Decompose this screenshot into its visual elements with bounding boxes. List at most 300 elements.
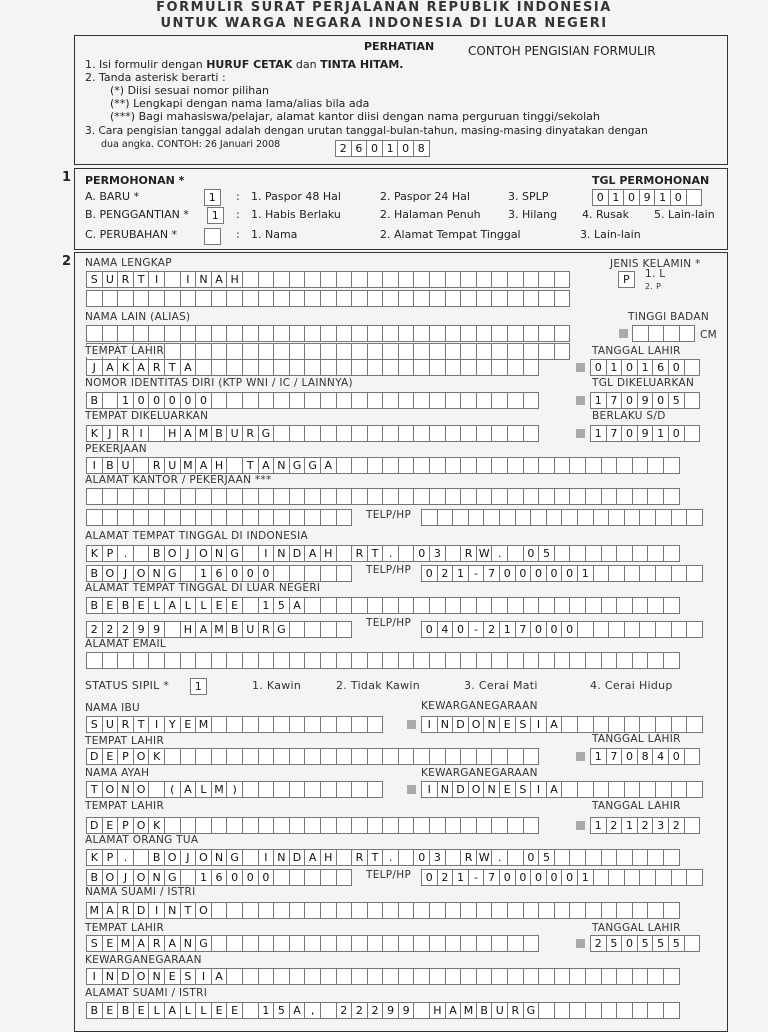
kantor-boxes-cell[interactable] [663,488,680,505]
ortu-boxes-2-cell[interactable]: 1 [195,869,212,886]
tgl-permohonan-boxes-cell[interactable] [686,189,703,206]
alias-boxes-cell[interactable] [102,325,119,342]
ibu-warga-boxes-cell[interactable] [561,716,578,733]
tempat-keluar-boxes-cell[interactable] [413,425,430,442]
alamat-ln-boxes-2-cell[interactable]: 9 [148,621,165,638]
alamat-suami-boxes-cell[interactable] [663,1002,680,1019]
nama-lengkap-boxes[interactable] [86,271,569,288]
kantor-boxes-cell[interactable] [304,488,321,505]
suami-boxes-cell[interactable]: O [195,902,212,919]
alamat-suami-boxes-cell[interactable] [616,1002,633,1019]
tgl-keluar-boxes-cell[interactable]: 7 [606,392,623,409]
ortu-boxes-cell[interactable]: 5 [538,849,555,866]
ortu-boxes-cell[interactable]: B [148,849,165,866]
alamat-suami-boxes-cell[interactable]: R [507,1002,524,1019]
ibu-tempat-boxes-cell[interactable] [507,748,524,765]
alamat-ln-telp-boxes-cell[interactable]: 0 [530,621,547,638]
ayah-warga-boxes-cell[interactable] [671,781,688,798]
alamat-suami-boxes-cell[interactable]: A [289,1002,306,1019]
ibu-tempat-boxes-cell[interactable] [460,748,477,765]
alamat-ln-boxes-cell[interactable]: E [102,597,119,614]
nama-lengkap-boxes-cell[interactable] [304,271,321,288]
nid-boxes-cell[interactable] [445,392,462,409]
tgl-lahir-boxes-cell[interactable]: 1 [606,359,623,376]
alamat-id-boxes-2-cell[interactable]: G [164,565,181,582]
ortu-telp-boxes-cell[interactable]: - [468,869,485,886]
ibu-boxes-cell[interactable]: T [133,716,150,733]
kantor-boxes-cell[interactable] [320,488,337,505]
alamat-suami-boxes-cell[interactable]: B [86,1002,103,1019]
alamat-id-boxes-cell[interactable] [616,545,633,562]
suami-boxes-cell[interactable] [382,902,399,919]
tempat-keluar-boxes-cell[interactable] [304,425,321,442]
alamat-ln-telp-boxes-cell[interactable] [639,621,656,638]
ortu-boxes-cell[interactable] [601,849,618,866]
tgl-lahir-boxes-cell[interactable]: 1 [637,359,654,376]
ayah-boxes-cell[interactable]: O [133,781,150,798]
ortu-boxes-2-cell[interactable] [289,869,306,886]
suami-tempat-boxes-cell[interactable] [367,935,384,952]
alamat-id-boxes-cell[interactable]: N [273,545,290,562]
tgl-permohonan-boxes[interactable] [592,189,701,206]
suami-tempat-boxes-cell[interactable] [351,935,368,952]
suami-warga-boxes-cell[interactable] [647,968,664,985]
kantor-boxes-2-cell[interactable] [133,509,150,526]
alamat-ln-boxes-2-cell[interactable] [304,621,321,638]
nama-lengkap-boxes-cell[interactable]: N [195,271,212,288]
ibu-boxes-cell[interactable] [351,716,368,733]
tempat-lahir-boxes-cell[interactable] [258,359,275,376]
ortu-boxes-cell[interactable]: . [117,849,134,866]
tgl-lahir-boxes-cell[interactable]: 0 [668,359,685,376]
kantor-boxes-cell[interactable] [460,488,477,505]
ortu-boxes-2-cell[interactable] [180,869,197,886]
ortu-boxes-2-cell[interactable]: N [148,869,165,886]
nama-lengkap-boxes-cell[interactable] [554,271,571,288]
nama-lengkap-boxes-cell[interactable] [445,271,462,288]
nama-lengkap-boxes-2-cell[interactable] [226,290,243,307]
alias-boxes-2-cell[interactable] [398,343,415,360]
alamat-ln-boxes-cell[interactable] [413,597,430,614]
nama-lengkap-boxes-2-cell[interactable] [491,290,508,307]
tempat-keluar-boxes-cell[interactable]: I [133,425,150,442]
status-box[interactable] [190,678,206,695]
ortu-boxes-cell[interactable]: 0 [523,849,540,866]
alamat-ln-telp-boxes-cell[interactable] [624,621,641,638]
suami-boxes-cell[interactable] [398,902,415,919]
ayah-warga-boxes-cell[interactable]: N [483,781,500,798]
ayah-warga-boxes-cell[interactable] [624,781,641,798]
nid-boxes-cell[interactable] [413,392,430,409]
alamat-suami-boxes-cell[interactable]: G [523,1002,540,1019]
kantor-telp-boxes-cell[interactable] [530,509,547,526]
alias-boxes-2-cell[interactable] [164,343,181,360]
suami-warga-boxes-cell[interactable] [336,968,353,985]
suami-boxes-cell[interactable]: I [148,902,165,919]
alamat-suami-boxes-cell[interactable] [569,1002,586,1019]
berlaku-boxes-cell[interactable]: 9 [637,425,654,442]
pekerjaan-boxes-cell[interactable] [569,457,586,474]
alamat-ln-boxes-cell[interactable] [616,597,633,614]
suami-boxes-cell[interactable] [569,902,586,919]
tempat-keluar-boxes-cell[interactable]: R [242,425,259,442]
alias-boxes-cell[interactable] [86,325,103,342]
ayah-tempat-boxes-cell[interactable]: K [148,817,165,834]
ayah-warga-boxes-cell[interactable] [561,781,578,798]
tempat-lahir-boxes-cell[interactable] [336,359,353,376]
ibu-warga-boxes[interactable] [421,716,702,733]
nama-lengkap-boxes-2-cell[interactable] [367,290,384,307]
suami-tempat-boxes-cell[interactable] [226,935,243,952]
email-boxes-cell[interactable] [429,652,446,669]
ortu-boxes-cell[interactable]: . [382,849,399,866]
tempat-lahir-boxes-cell[interactable]: K [117,359,134,376]
alamat-ln-boxes-cell[interactable] [445,597,462,614]
ayah-boxes-cell[interactable] [148,781,165,798]
kantor-telp-boxes-cell[interactable] [483,509,500,526]
email-boxes-cell[interactable] [413,652,430,669]
nama-lengkap-boxes-cell[interactable] [367,271,384,288]
alamat-ln-boxes-2[interactable] [86,621,351,638]
suami-warga-boxes[interactable] [86,968,679,985]
ibu-tempat-boxes-cell[interactable] [491,748,508,765]
suami-tempat-boxes-cell[interactable] [398,935,415,952]
alamat-id-telp-boxes-cell[interactable]: 7 [483,565,500,582]
nama-lengkap-boxes-2-cell[interactable] [382,290,399,307]
kantor-boxes-cell[interactable] [429,488,446,505]
alias-boxes-2-cell[interactable] [507,343,524,360]
kantor-boxes-cell[interactable] [351,488,368,505]
kantor-boxes-cell[interactable] [616,488,633,505]
ortu-boxes-cell[interactable] [569,849,586,866]
pekerjaan-boxes-cell[interactable] [507,457,524,474]
alamat-suami-boxes-cell[interactable]: B [117,1002,134,1019]
alamat-ln-telp-boxes[interactable] [421,621,702,638]
ibu-warga-boxes-cell[interactable]: N [483,716,500,733]
alamat-id-boxes-cell[interactable]: . [382,545,399,562]
ayah-warga-boxes-cell[interactable]: E [499,781,516,798]
ayah-boxes-cell[interactable] [242,781,259,798]
suami-warga-boxes-cell[interactable] [585,968,602,985]
suami-warga-boxes-cell[interactable] [226,968,243,985]
pekerjaan-boxes-cell[interactable] [336,457,353,474]
alamat-ln-boxes-2-cell[interactable] [336,621,353,638]
alamat-id-telp-boxes-cell[interactable]: 2 [437,565,454,582]
kantor-boxes-2-cell[interactable] [273,509,290,526]
alias-boxes-cell[interactable] [304,325,321,342]
suami-tempat-boxes-cell[interactable]: E [102,935,119,952]
kantor-boxes-cell[interactable] [102,488,119,505]
alamat-suami-boxes-cell[interactable]: 9 [382,1002,399,1019]
nid-boxes-cell[interactable] [476,392,493,409]
kantor-boxes-cell[interactable] [538,488,555,505]
ayah-warga-boxes-cell[interactable] [577,781,594,798]
suami-warga-boxes-cell[interactable] [273,968,290,985]
ayah-boxes-cell[interactable]: L [195,781,212,798]
nid-boxes-cell[interactable]: 0 [164,392,181,409]
ayah-warga-boxes[interactable] [421,781,702,798]
suami-tgl-boxes-cell[interactable]: 5 [606,935,623,952]
email-boxes-cell[interactable] [180,652,197,669]
kantor-boxes-cell[interactable] [491,488,508,505]
suami-tempat-boxes-cell[interactable] [523,935,540,952]
alamat-id-boxes[interactable] [86,545,679,562]
pekerjaan-boxes-cell[interactable] [585,457,602,474]
alamat-id-boxes-cell[interactable] [554,545,571,562]
alamat-ln-boxes-2-cell[interactable]: G [273,621,290,638]
alias-boxes-2-cell[interactable] [523,343,540,360]
tempat-lahir-boxes-cell[interactable] [413,359,430,376]
kantor-telp-boxes-cell[interactable] [671,509,688,526]
pekerjaan-boxes-cell[interactable] [226,457,243,474]
ortu-boxes-cell[interactable]: 0 [413,849,430,866]
nid-boxes-cell[interactable] [336,392,353,409]
alamat-ln-boxes-2-cell[interactable]: A [195,621,212,638]
alamat-id-telp-boxes-cell[interactable]: 0 [530,565,547,582]
tgl-lahir-boxes-cell[interactable]: 6 [652,359,669,376]
pekerjaan-boxes-cell[interactable] [491,457,508,474]
ayah-boxes-cell[interactable] [289,781,306,798]
ibu-tempat-boxes-cell[interactable] [180,748,197,765]
ortu-boxes-cell[interactable] [398,849,415,866]
ibu-tgl-boxes-cell[interactable]: 8 [637,748,654,765]
kantor-telp-boxes-cell[interactable] [561,509,578,526]
suami-warga-boxes-cell[interactable]: E [164,968,181,985]
alamat-suami-boxes-cell[interactable]: M [460,1002,477,1019]
ayah-warga-boxes-cell[interactable]: S [515,781,532,798]
pekerjaan-boxes-cell[interactable] [616,457,633,474]
kantor-boxes-2-cell[interactable] [258,509,275,526]
alamat-suami-boxes-cell[interactable]: A [164,1002,181,1019]
alamat-id-telp-boxes-cell[interactable]: 1 [452,565,469,582]
tgl-lahir-boxes-cell[interactable]: 0 [621,359,638,376]
kantor-boxes-cell[interactable] [601,488,618,505]
email-boxes-cell[interactable] [289,652,306,669]
ayah-tempat-boxes-cell[interactable] [382,817,399,834]
tempat-lahir-boxes-cell[interactable]: J [86,359,103,376]
kantor-boxes-2-cell[interactable] [211,509,228,526]
alamat-id-boxes-2-cell[interactable]: O [133,565,150,582]
nama-lengkap-boxes-2-cell[interactable] [413,290,430,307]
ibu-boxes-cell[interactable] [367,716,384,733]
alamat-ln-boxes-cell[interactable] [491,597,508,614]
alamat-ln-boxes-2-cell[interactable]: U [242,621,259,638]
ortu-boxes-2-cell[interactable] [273,869,290,886]
ibu-boxes-cell[interactable] [336,716,353,733]
alamat-id-telp-boxes-cell[interactable]: 0 [515,565,532,582]
baru-box-cell[interactable]: 1 [204,189,221,206]
alamat-suami-boxes-cell[interactable]: L [180,1002,197,1019]
nid-boxes-cell[interactable]: 1 [117,392,134,409]
ortu-boxes-2[interactable] [86,869,351,886]
ayah-tempat-boxes-cell[interactable] [273,817,290,834]
alamat-ln-boxes-2-cell[interactable]: 2 [102,621,119,638]
kantor-boxes-cell[interactable] [273,488,290,505]
pekerjaan-boxes-cell[interactable] [523,457,540,474]
kantor-telp-boxes-cell[interactable] [437,509,454,526]
ibu-warga-boxes-cell[interactable] [624,716,641,733]
ortu-boxes-cell[interactable] [554,849,571,866]
ibu-tempat-boxes-cell[interactable] [367,748,384,765]
email-boxes-cell[interactable] [258,652,275,669]
suami-tempat-boxes-cell[interactable] [413,935,430,952]
ortu-telp-boxes[interactable] [421,869,702,886]
ayah-tempat-boxes-cell[interactable] [460,817,477,834]
ibu-warga-boxes-cell[interactable]: D [452,716,469,733]
alamat-id-boxes-cell[interactable]: O [164,545,181,562]
alamat-ln-boxes-2-cell[interactable]: 2 [86,621,103,638]
tempat-keluar-boxes-cell[interactable]: B [211,425,228,442]
nama-lengkap-boxes-2-cell[interactable] [351,290,368,307]
ortu-boxes-2-cell[interactable]: 0 [242,869,259,886]
alamat-suami-boxes-cell[interactable]: H [429,1002,446,1019]
alias-boxes-2-cell[interactable] [413,343,430,360]
suami-warga-boxes-cell[interactable]: I [86,968,103,985]
ortu-boxes-cell[interactable] [616,849,633,866]
ortu-boxes-2-cell[interactable] [304,869,321,886]
ayah-tempat-boxes-cell[interactable]: O [133,817,150,834]
alamat-ln-boxes-cell[interactable] [507,597,524,614]
ortu-boxes-cell[interactable]: G [226,849,243,866]
alamat-ln-boxes-cell[interactable] [476,597,493,614]
suami-boxes-cell[interactable] [429,902,446,919]
suami-warga-boxes-cell[interactable] [258,968,275,985]
ibu-warga-boxes-cell[interactable] [639,716,656,733]
suami-warga-boxes-cell[interactable] [632,968,649,985]
alamat-id-boxes-2-cell[interactable]: 0 [226,565,243,582]
ayah-tempat-boxes[interactable] [86,817,538,834]
suami-boxes-cell[interactable] [616,902,633,919]
alamat-suami-boxes-cell[interactable]: 1 [258,1002,275,1019]
tempat-lahir-boxes-cell[interactable]: A [102,359,119,376]
ortu-boxes-cell[interactable] [507,849,524,866]
tinggi-boxes-cell[interactable] [679,325,696,342]
alamat-ln-boxes-cell[interactable]: A [164,597,181,614]
tempat-lahir-boxes-cell[interactable] [460,359,477,376]
alias-boxes-cell[interactable] [211,325,228,342]
pekerjaan-boxes-cell[interactable]: H [211,457,228,474]
alias-boxes-2-cell[interactable] [382,343,399,360]
berlaku-boxes-cell[interactable]: 7 [606,425,623,442]
pekerjaan-boxes-cell[interactable] [351,457,368,474]
ortu-telp-boxes-cell[interactable]: 1 [577,869,594,886]
ibu-tempat-boxes-cell[interactable]: P [117,748,134,765]
ortu-boxes-cell[interactable] [133,849,150,866]
ortu-telp-boxes-cell[interactable]: 0 [546,869,563,886]
alamat-ln-telp-boxes-cell[interactable] [593,621,610,638]
email-boxes-cell[interactable] [398,652,415,669]
alias-boxes-cell[interactable] [289,325,306,342]
kantor-boxes-2[interactable] [86,509,351,526]
ortu-boxes-2-cell[interactable]: 6 [211,869,228,886]
suami-tempat-boxes-cell[interactable]: A [164,935,181,952]
alamat-suami-boxes-cell[interactable]: B [476,1002,493,1019]
nama-lengkap-boxes-cell[interactable]: S [86,271,103,288]
pekerjaan-boxes-cell[interactable] [601,457,618,474]
suami-warga-boxes-cell[interactable]: N [148,968,165,985]
ortu-telp-boxes-cell[interactable] [608,869,625,886]
alamat-id-telp-boxes[interactable] [421,565,702,582]
suami-warga-boxes-cell[interactable] [616,968,633,985]
alamat-id-boxes-2-cell[interactable]: 0 [258,565,275,582]
ibu-boxes-cell[interactable]: E [180,716,197,733]
alamat-id-boxes-2-cell[interactable]: N [148,565,165,582]
kantor-boxes-cell[interactable] [86,488,103,505]
ibu-boxes-cell[interactable] [258,716,275,733]
email-boxes-cell[interactable] [616,652,633,669]
suami-boxes-cell[interactable] [647,902,664,919]
ayah-tempat-boxes-cell[interactable] [429,817,446,834]
nid-boxes-cell[interactable] [398,392,415,409]
ibu-warga-boxes-cell[interactable] [577,716,594,733]
email-boxes-cell[interactable] [663,652,680,669]
alias-boxes-2-cell[interactable] [554,343,571,360]
alias-boxes-cell[interactable] [538,325,555,342]
kantor-boxes-cell[interactable] [585,488,602,505]
suami-warga-boxes-cell[interactable]: O [133,968,150,985]
suami-boxes-cell[interactable] [491,902,508,919]
ortu-telp-boxes-cell[interactable] [639,869,656,886]
tinggi-boxes[interactable] [632,325,694,342]
ortu-telp-boxes-cell[interactable] [593,869,610,886]
suami-warga-boxes-cell[interactable] [289,968,306,985]
nama-lengkap-boxes-cell[interactable]: R [117,271,134,288]
ibu-warga-boxes-cell[interactable]: E [499,716,516,733]
ayah-tempat-boxes-cell[interactable]: D [86,817,103,834]
kantor-boxes-2-cell[interactable] [320,509,337,526]
alias-boxes-cell[interactable] [273,325,290,342]
pekerjaan-boxes-cell[interactable] [445,457,462,474]
ortu-boxes-cell[interactable] [647,849,664,866]
alamat-ln-telp-boxes-cell[interactable]: 0 [546,621,563,638]
alamat-id-boxes-2-cell[interactable]: 0 [242,565,259,582]
email-boxes-cell[interactable] [460,652,477,669]
ortu-boxes-2-cell[interactable]: 0 [258,869,275,886]
ubah-box[interactable] [204,228,220,245]
tempat-lahir-boxes-cell[interactable]: T [164,359,181,376]
tempat-lahir-boxes-cell[interactable] [195,359,212,376]
kantor-boxes-cell[interactable] [164,488,181,505]
tempat-keluar-boxes-cell[interactable] [289,425,306,442]
ortu-boxes-2-cell[interactable]: G [164,869,181,886]
alamat-ln-boxes-cell[interactable]: A [289,597,306,614]
suami-boxes-cell[interactable] [585,902,602,919]
suami-warga-boxes-cell[interactable] [445,968,462,985]
ayah-tgl-boxes[interactable] [590,817,699,834]
pekerjaan-boxes-cell[interactable] [133,457,150,474]
suami-tgl-boxes-cell[interactable]: 5 [652,935,669,952]
nama-lengkap-boxes-2-cell[interactable] [258,290,275,307]
alamat-suami-boxes-cell[interactable]: U [491,1002,508,1019]
suami-warga-boxes-cell[interactable] [382,968,399,985]
tgl-keluar-boxes-cell[interactable]: 5 [668,392,685,409]
alamat-id-boxes-cell[interactable] [647,545,664,562]
ayah-boxes-cell[interactable] [351,781,368,798]
ortu-telp-boxes-cell[interactable]: 7 [483,869,500,886]
tempat-keluar-boxes-cell[interactable]: J [102,425,119,442]
alamat-suami-boxes-cell[interactable]: L [148,1002,165,1019]
alias-boxes-cell[interactable] [351,325,368,342]
alias-boxes-cell[interactable] [258,325,275,342]
pekerjaan-boxes-cell[interactable] [413,457,430,474]
suami-tempat-boxes-cell[interactable] [242,935,259,952]
alamat-id-boxes-cell[interactable]: 3 [429,545,446,562]
alamat-ln-telp-boxes-cell[interactable] [655,621,672,638]
alias-boxes-cell[interactable] [164,325,181,342]
email-boxes-cell[interactable] [523,652,540,669]
pekerjaan-boxes-cell[interactable]: G [289,457,306,474]
tempat-lahir-boxes-cell[interactable] [445,359,462,376]
